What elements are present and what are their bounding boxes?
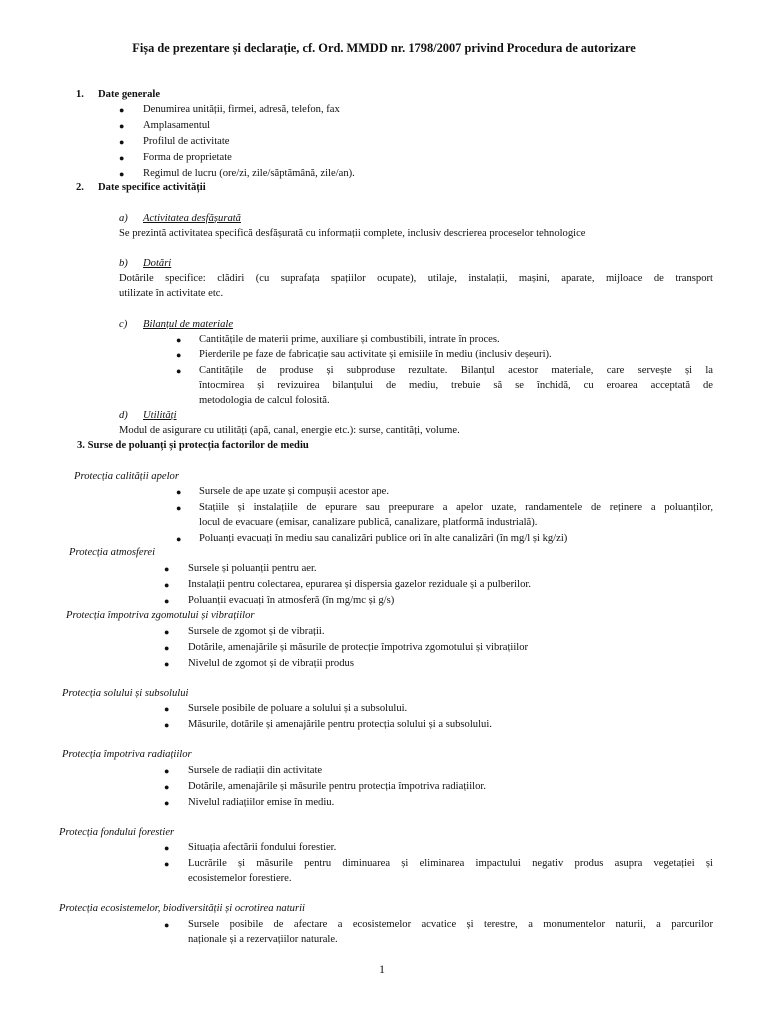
bullet-icon: ● [119, 137, 125, 147]
bullet-icon: ● [176, 503, 182, 513]
bullet-icon: ● [164, 920, 170, 930]
subsection-title: Protecția fondului forestier [59, 827, 175, 838]
list-item: Nivelul radiațiilor emise în mediu. [188, 797, 335, 808]
list-item: Sursele posibile de afectare a ecosistemelor acvatice și terestre, a monumentelor naturii, a parcurilor [188, 919, 713, 930]
bullet-icon: ● [164, 596, 170, 606]
list-item: Sursele posibile de poluare a solului și a subsolului. [188, 703, 408, 714]
bullet-icon: ● [164, 704, 170, 714]
list-item: Denumirea unității, firmei, adresă, telefon, fax [143, 104, 340, 115]
section-1-heading: Date generale [98, 89, 161, 100]
bullet-icon: ● [164, 843, 170, 853]
subsection-d-title: Utilități [143, 410, 177, 421]
list-item: Regimul de lucru (ore/zi, zile/săptămână, zile/an). [143, 168, 355, 179]
bullet-icon: ● [164, 859, 170, 869]
list-item: Lucrările și măsurile pentru diminuarea și eliminarea impactului negativ produs asupra vegetației și [188, 858, 713, 869]
section-2-heading: Date specifice activității [98, 182, 206, 193]
bullet-icon: ● [164, 627, 170, 637]
paragraph: Dotările specifice: clădiri (cu suprafața spațiilor ocupate), utilaje, instalații, mașini, aparate, mijloace de transport [119, 273, 713, 284]
subsection-b-letter: b) [119, 258, 128, 269]
subsection-title: Protecția atmosferei [69, 547, 156, 558]
paragraph: utilizate în activitate etc. [119, 288, 224, 299]
bullet-icon: ● [164, 564, 170, 574]
bullet-icon: ● [176, 350, 182, 360]
list-item: Amplasamentul [143, 120, 211, 131]
list-item: locul de evacuare (emisar, canalizare publică, canalizare, platformă industrială). [199, 517, 538, 528]
list-item: Sursele de zgomot și de vibrații. [188, 626, 325, 637]
list-item: Dotările, amenajările și măsurile pentru protecția împotriva radiațiilor. [188, 781, 486, 792]
list-item: metodologia de calcul folosită. [199, 395, 330, 406]
subsection-title: Protecția împotriva radiațiilor [62, 749, 192, 760]
list-item: Pierderile pe faze de fabricație sau activitate și emisiile în mediu (inclusiv deșeuri). [199, 349, 552, 360]
list-item: naționale și a rezervațiilor naturale. [188, 934, 338, 945]
list-item: Stațiile și instalațiile de epurare sau preepurare a apelor uzate, randamentele de reținere a poluanților, [199, 502, 713, 513]
subsection-c-letter: c) [119, 319, 128, 330]
list-item: Instalații pentru colectarea, epurarea și dispersia gazelor reziduale și a pulberilor. [188, 579, 531, 590]
bullet-icon: ● [176, 487, 182, 497]
list-item: întocmirea și revizuirea bilanțului de mediu, trebuie să se închidă, cu eroarea acceptată de [199, 380, 713, 391]
list-item: Sursele și poluanții pentru aer. [188, 563, 317, 574]
bullet-icon: ● [176, 366, 182, 376]
page-title: Fișa de prezentare și declarație, cf. Ord. MMDD nr. 1798/2007 privind Procedura de autorizare [132, 41, 636, 55]
bullet-icon: ● [119, 121, 125, 131]
list-item: Sursele de radiații din activitate [188, 765, 323, 776]
list-item: Sursele de ape uzate și compușii acestor ape. [199, 486, 390, 497]
bullet-icon: ● [119, 153, 125, 163]
bullet-icon: ● [119, 169, 125, 179]
list-item: Profilul de activitate [143, 136, 230, 147]
page-number: 1 [379, 962, 385, 976]
bullet-icon: ● [164, 643, 170, 653]
bullet-icon: ● [164, 720, 170, 730]
subsection-a-title: Activitatea desfășurată [143, 213, 241, 224]
list-item: Forma de proprietate [143, 152, 232, 163]
section-3-heading: 3. Surse de poluanți și protecția factorilor de mediu [77, 440, 309, 451]
bullet-icon: ● [164, 766, 170, 776]
list-item: Dotările, amenajările și măsurile de protecție împotriva zgomotului și vibrațiilor [188, 642, 529, 653]
list-item: Cantitățile de produse și subproduse rezultate. Bilanțul acestor materiale, care servește și la [199, 365, 713, 376]
section-2-number: 2. [76, 182, 84, 193]
bullet-icon: ● [164, 782, 170, 792]
subsection-a-letter: a) [119, 213, 128, 224]
list-item: Poluanți evacuați în mediu sau canalizări publice ori în alte canalizări (în mg/l și kg/zi) [199, 533, 568, 544]
bullet-icon: ● [164, 580, 170, 590]
bullet-icon: ● [176, 335, 182, 345]
list-item: Nivelul de zgomot și de vibrații produs [188, 658, 354, 669]
subsection-title: Protecția ecosistemelor, biodiversității și ocrotirea naturii [59, 903, 305, 914]
subsection-c-title: Bilanțul de materiale [143, 319, 234, 330]
list-item: Cantitățile de materii prime, auxiliare și combustibili, intrate în proces. [199, 334, 500, 345]
subsection-title: Protecția calității apelor [74, 471, 179, 482]
list-item: Măsurile, dotările și amenajările pentru protecția solului și a subsolului. [188, 719, 492, 730]
list-item: ecosistemelor forestiere. [188, 873, 292, 884]
subsection-b-title: Dotări [143, 258, 172, 269]
subsection-d-letter: d) [119, 410, 128, 421]
bullet-icon: ● [164, 798, 170, 808]
bullet-icon: ● [176, 534, 182, 544]
list-item: Situația afectării fondului forestier. [188, 842, 337, 853]
paragraph: Modul de asigurare cu utilități (apă, canal, energie etc.): surse, cantități, volume. [119, 425, 460, 436]
subsection-title: Protecția solului și subsolului [62, 688, 189, 699]
paragraph: Se prezintă activitatea specifică desfășurată cu informații complete, inclusiv descrierea proceselor tehnologice [119, 228, 586, 239]
bullet-icon: ● [164, 659, 170, 669]
section-1-number: 1. [76, 89, 84, 100]
subsection-title: Protecția împotriva zgomotului și vibrațiilor [66, 610, 255, 621]
list-item: Poluanții evacuați în atmosferă (în mg/mc și g/s) [188, 595, 395, 606]
bullet-icon: ● [119, 105, 125, 115]
